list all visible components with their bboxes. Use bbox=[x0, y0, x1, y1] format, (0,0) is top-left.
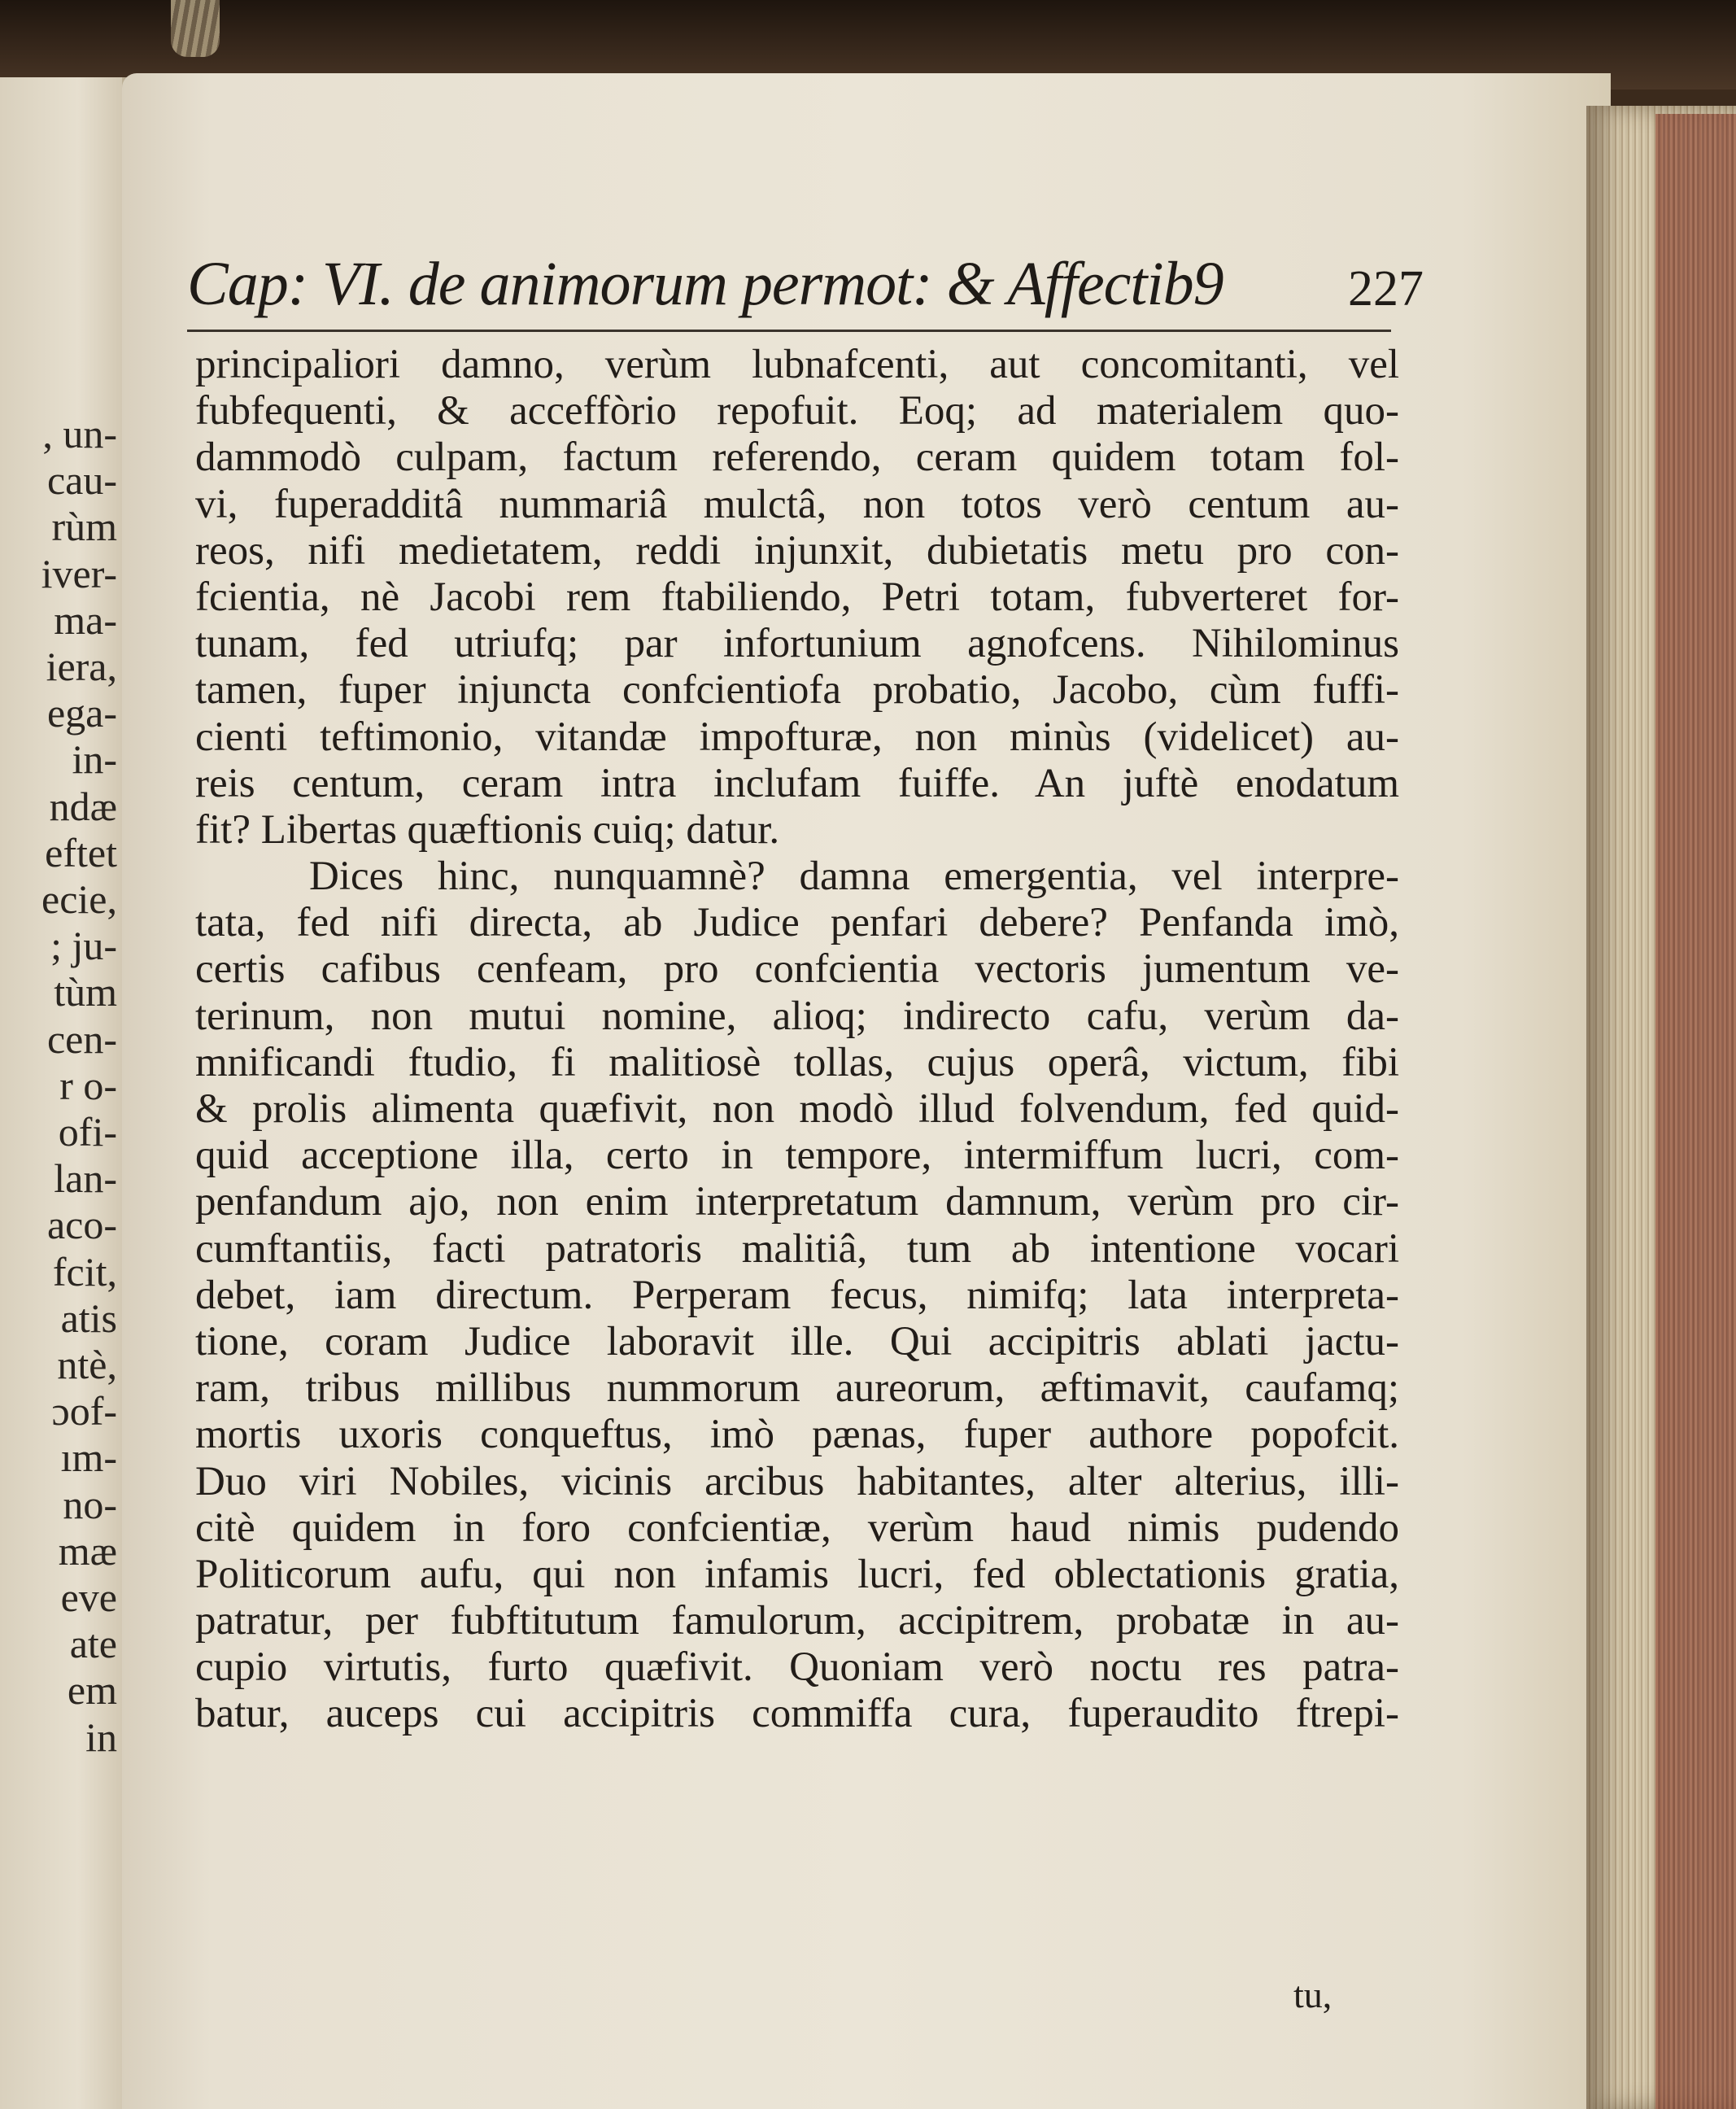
text-line: cumftantiis, facti patratoris malitiâ, tum ab intentione vocari bbox=[195, 1225, 1399, 1272]
left-fragment-line: ım- bbox=[60, 1434, 117, 1481]
left-fragment-line: eve bbox=[60, 1574, 117, 1621]
left-fragment-line: rùm bbox=[51, 504, 117, 550]
text-line: tata, fed nifi directa, ab Judice penfari debere? Penfanda imò, bbox=[195, 900, 1399, 946]
body-text bbox=[195, 342, 1399, 1738]
text-line: principaliori damno, verùm lubnafcenti, aut concomitanti, vel bbox=[195, 342, 1399, 387]
text-line: cupio virtutis, furto quæfivit. Quoniam verò noctu res patra- bbox=[195, 1644, 1399, 1691]
text-line: dammodò culpam, factum referendo, ceram quidem totam fol- bbox=[195, 434, 1399, 481]
left-fragment-line: iver- bbox=[41, 550, 117, 596]
text-line: certis cafibus cenfeam, pro confcientia vectoris jumentum ve- bbox=[195, 946, 1399, 993]
left-fragment-line: fcit, bbox=[52, 1248, 117, 1295]
text-line: Dices hinc, nunquamnè? damna emergentia, vel interpre- bbox=[309, 854, 1399, 900]
text-line: fit? Libertas quæftionis cuiq; datur. bbox=[195, 806, 780, 853]
text-line: penfandum ajo, non enim interpretatum damnum, verùm pro cir- bbox=[195, 1179, 1399, 1225]
left-fragment-line: atis bbox=[60, 1295, 117, 1341]
catchword: tu, bbox=[1293, 1974, 1333, 2015]
left-fragment-line: ɔof- bbox=[51, 1388, 117, 1434]
left-fragment-line: aco- bbox=[46, 1202, 117, 1248]
left-fragment-line: in bbox=[85, 1714, 117, 1760]
running-head bbox=[187, 244, 1424, 334]
page-number: 227 bbox=[1348, 261, 1424, 317]
left-fragment-line: ndæ bbox=[49, 783, 117, 829]
left-fragment-line: ecie, bbox=[41, 876, 117, 923]
left-fragment-line: r o- bbox=[59, 1062, 117, 1108]
left-fragment-line: ntè, bbox=[57, 1342, 117, 1388]
text-line: ram, tribus millibus nummorum aureorum, æftimavit, caufamq; bbox=[195, 1365, 1399, 1412]
left-fragment-line: ega- bbox=[46, 690, 117, 736]
left-fragment-line: lan- bbox=[54, 1155, 117, 1202]
text-line: tione, coram Judice laboravit ille. Qui accipitris ablati jactu- bbox=[195, 1318, 1399, 1365]
left-fragment-line: ate bbox=[69, 1621, 117, 1667]
left-fragment-line: ; ju- bbox=[50, 923, 117, 969]
left-fragment-line: no- bbox=[63, 1481, 117, 1527]
text-line: reis centum, ceram intra inclufam fuiffe. An juftè enodatum bbox=[195, 760, 1399, 806]
text-line: tamen, fuper injuncta confcientiofa probatio, Jacobo, cùm fuffi- bbox=[195, 667, 1399, 714]
red-page-edges bbox=[1655, 114, 1736, 2109]
left-fragment-line: cen- bbox=[46, 1015, 117, 1062]
left-fragment-line: tùm bbox=[54, 969, 117, 1015]
left-fragment-line: , un- bbox=[42, 411, 117, 456]
binding-cord bbox=[171, 0, 220, 57]
text-line: fcientia, nè Jacobi rem ftabiliendo, Petri totam, fubverteret for- bbox=[195, 574, 1399, 620]
text-line: Duo viri Nobiles, vicinis arcibus habitantes, alter alterius, illi- bbox=[195, 1458, 1399, 1504]
text-line: Politicorum aufu, qui non infamis lucri, fed oblectationis gratia, bbox=[195, 1551, 1399, 1597]
text-line: debet, iam directum. Perperam fecus, nimifq; lata interpreta- bbox=[195, 1272, 1399, 1318]
left-fragment-line: ma- bbox=[54, 596, 117, 643]
left-fragment-line: mæ bbox=[58, 1527, 117, 1574]
left-page bbox=[0, 77, 130, 2109]
text-line: terinum, non mutui nomine, alioq; indirecto cafu, verùm da- bbox=[195, 993, 1399, 1039]
left-fragment-line: iera, bbox=[46, 644, 117, 690]
text-line: batur, auceps cui accipitris commiffa cura, fuperaudito ftrepi- bbox=[195, 1691, 1399, 1737]
left-fragment-line: em bbox=[67, 1667, 117, 1714]
text-line: mortis uxoris conqueftus, imò pænas, fuper authore popofcit. bbox=[195, 1412, 1399, 1458]
text-line: fubfequenti, & acceffòrio repofuit. Eoq; ad materialem quo- bbox=[195, 388, 1399, 434]
left-fragment-line: eftet bbox=[45, 829, 117, 875]
text-line: citè quidem in foro confcientiæ, verùm haud nimis pudendo bbox=[195, 1504, 1399, 1551]
running-title: Cap: VI. de animorum permot: & Affectib9 bbox=[187, 250, 1223, 318]
left-page-text bbox=[0, 411, 122, 1761]
left-fragment-line: in- bbox=[72, 736, 117, 783]
left-fragment-line: ofi- bbox=[58, 1109, 117, 1155]
text-line: cienti teftimonio, vitandæ impofturæ, non minùs (videlicet) au- bbox=[195, 714, 1399, 760]
text-line: vi, fuperadditâ nummariâ mulctâ, non totos verò centum au- bbox=[195, 481, 1399, 527]
left-fragment-line: cau- bbox=[46, 457, 117, 504]
text-line: mnificandi ftudio, fi malitiosè tollas, cujus operâ, victum, fibi bbox=[195, 1039, 1399, 1085]
text-line: & prolis alimenta quæfivit, non modò illud folvendum, fed quid- bbox=[195, 1086, 1399, 1132]
text-line: quid acceptione illa, certo in tempore, intermiffum lucri, com- bbox=[195, 1133, 1399, 1179]
text-line: tunam, fed utriufq; par infortunium agnofcens. Nihilominus bbox=[195, 621, 1399, 667]
text-line: reos, nifi medietatem, reddi injunxit, dubietatis metu pro con- bbox=[195, 527, 1399, 574]
text-line: patratur, per fubftitutum famulorum, accipitrem, probatæ in au- bbox=[195, 1598, 1399, 1644]
header-rule bbox=[187, 330, 1391, 332]
